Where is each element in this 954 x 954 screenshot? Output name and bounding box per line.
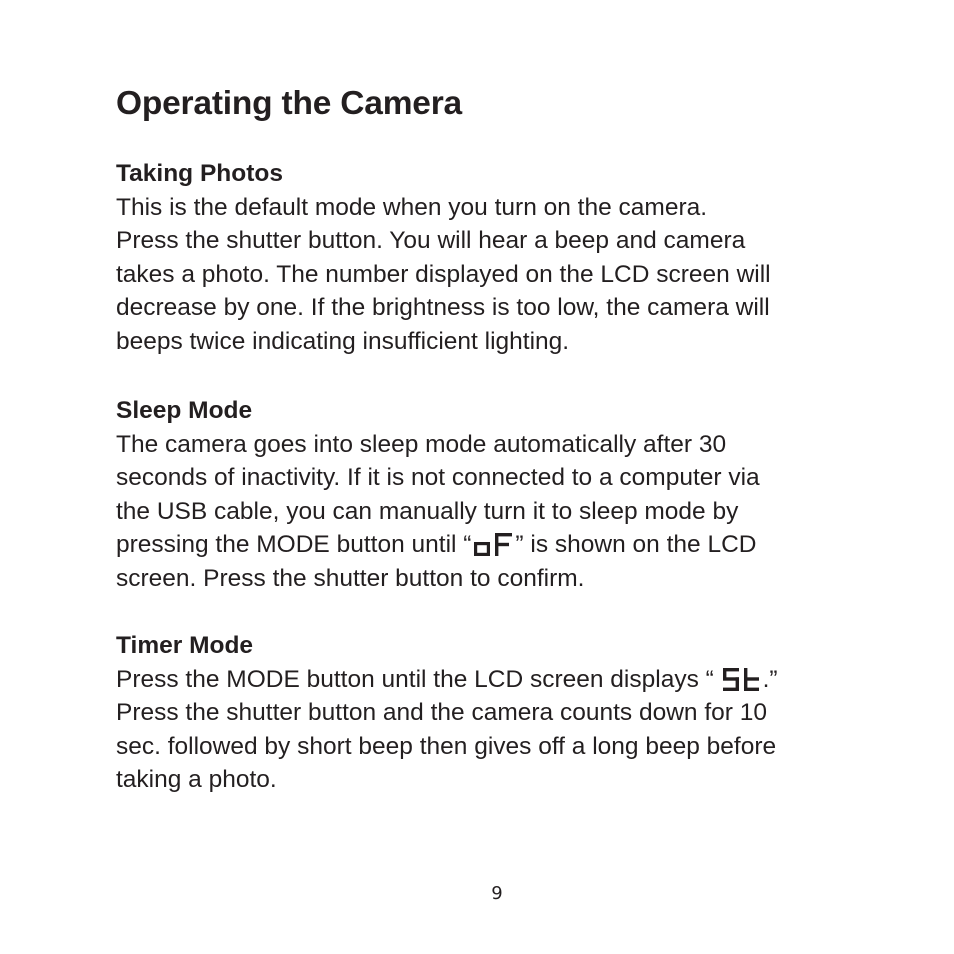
body-line-with-glyph (116, 663, 906, 697)
body-line-with-glyph (116, 528, 906, 562)
lcd-of-glyph-icon (471, 531, 515, 557)
body-text: pressing the MODE button until “ (116, 531, 472, 559)
body-text: .” (762, 665, 778, 693)
section-sleep-mode (116, 394, 906, 596)
body-line: Press the shutter button. You will hear a beep and camera (116, 227, 746, 255)
body-line: sec. followed by short beep then gives off a long beep before (116, 732, 777, 760)
section-heading-sleep-mode: Sleep Mode (116, 397, 253, 424)
body-text: ” is shown on the LCD (515, 531, 757, 559)
body-line: beeps twice indicating insufficient lighting. (116, 327, 570, 355)
body-line: The camera goes into sleep mode automatically after 30 (116, 430, 727, 458)
body-line: seconds of inactivity. If it is not connected to a computer via (116, 464, 760, 492)
page-title: Operating the Camera (116, 85, 462, 122)
body-line: This is the default mode when you turn on the camera. (116, 193, 708, 221)
body-text: Press the MODE button until the LCD screen displays “ (116, 665, 721, 693)
body-line: takes a photo. The number displayed on the LCD screen will (116, 260, 771, 288)
section-heading-timer-mode: Timer Mode (116, 632, 254, 659)
page-number: 9 (491, 883, 503, 904)
lcd-st-glyph-icon (721, 666, 763, 692)
body-line: the USB cable, you can manually turn it to sleep mode by (116, 497, 739, 525)
body-line: taking a photo. (116, 766, 277, 794)
section-taking-photos (116, 157, 906, 359)
section-heading-taking-photos: Taking Photos (116, 160, 283, 187)
body-line: decrease by one. If the brightness is too low, the camera will (116, 294, 770, 322)
section-timer-mode (116, 629, 906, 797)
body-line: screen. Press the shutter button to confirm. (116, 564, 585, 592)
body-line: Press the shutter button and the camera counts down for 10 (116, 699, 767, 727)
